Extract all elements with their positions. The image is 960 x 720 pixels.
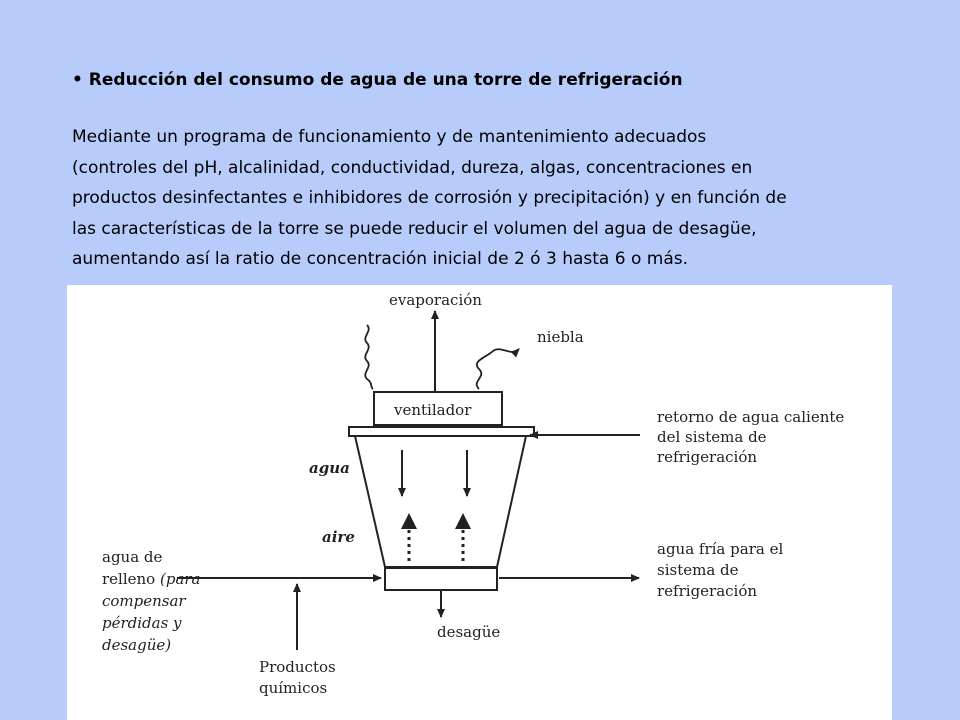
body-line: productos desinfectantes e inhibidores de corrosión y precipitación) y en función de <box>72 188 787 208</box>
vapor-wave <box>365 325 373 389</box>
label-desague: desagüe <box>437 623 501 641</box>
tower-body <box>355 436 526 567</box>
bullet-symbol: • <box>72 70 83 90</box>
diagram-canvas <box>67 285 892 720</box>
basin <box>385 568 497 590</box>
label-retorno-1: retorno de agua caliente <box>657 408 845 426</box>
label-productos-1: Productos <box>259 658 336 676</box>
body-paragraph <box>72 122 902 275</box>
label-evaporacion: evaporación <box>389 291 482 309</box>
label-agua: agua <box>309 459 350 477</box>
label-relleno-1: agua de <box>102 548 163 566</box>
body-line: las características de la torre se puede reducir el volumen del agua de desagüe, <box>72 218 757 239</box>
label-agua-fria-2: sistema de <box>657 561 739 579</box>
label-agua-fria-1: agua fría para el <box>657 540 784 558</box>
body-line: (controles del pH, alcalinidad, conductividad, dureza, algas, concentraciones en <box>72 157 753 178</box>
slide-title <box>72 70 902 90</box>
label-ventilador: ventilador <box>394 401 472 419</box>
body-line: aumentando así la ratio de concentración inicial de 2 ó 3 hasta 6 o más. <box>72 249 688 269</box>
mist-wave <box>477 349 519 389</box>
title-text: Reducción del consumo de agua de una torre de refrigeración <box>88 70 683 90</box>
label-relleno-5: desagüe) <box>102 636 172 654</box>
distribution-band <box>349 427 534 436</box>
label-agua-fria-3: refrigeración <box>657 582 758 600</box>
label-retorno-2: del sistema de <box>657 428 767 446</box>
label-relleno-italic: (para <box>159 570 201 588</box>
label-aire: aire <box>322 528 355 546</box>
label-retorno-3: refrigeración <box>657 448 758 466</box>
body-line: Mediante un programa de funcionamiento y de mantenimiento adecuados <box>72 127 707 147</box>
cooling-tower-diagram <box>67 285 892 720</box>
air-arrowhead-right <box>455 513 471 529</box>
label-relleno-4: pérdidas y <box>102 614 182 632</box>
label-niebla: niebla <box>537 328 584 346</box>
air-arrowhead-left <box>401 513 417 529</box>
label-productos-2: químicos <box>259 679 328 697</box>
label-relleno-2 <box>102 570 201 588</box>
label-relleno-3: compensar <box>102 592 186 610</box>
label-relleno-plain: relleno <box>102 570 160 588</box>
